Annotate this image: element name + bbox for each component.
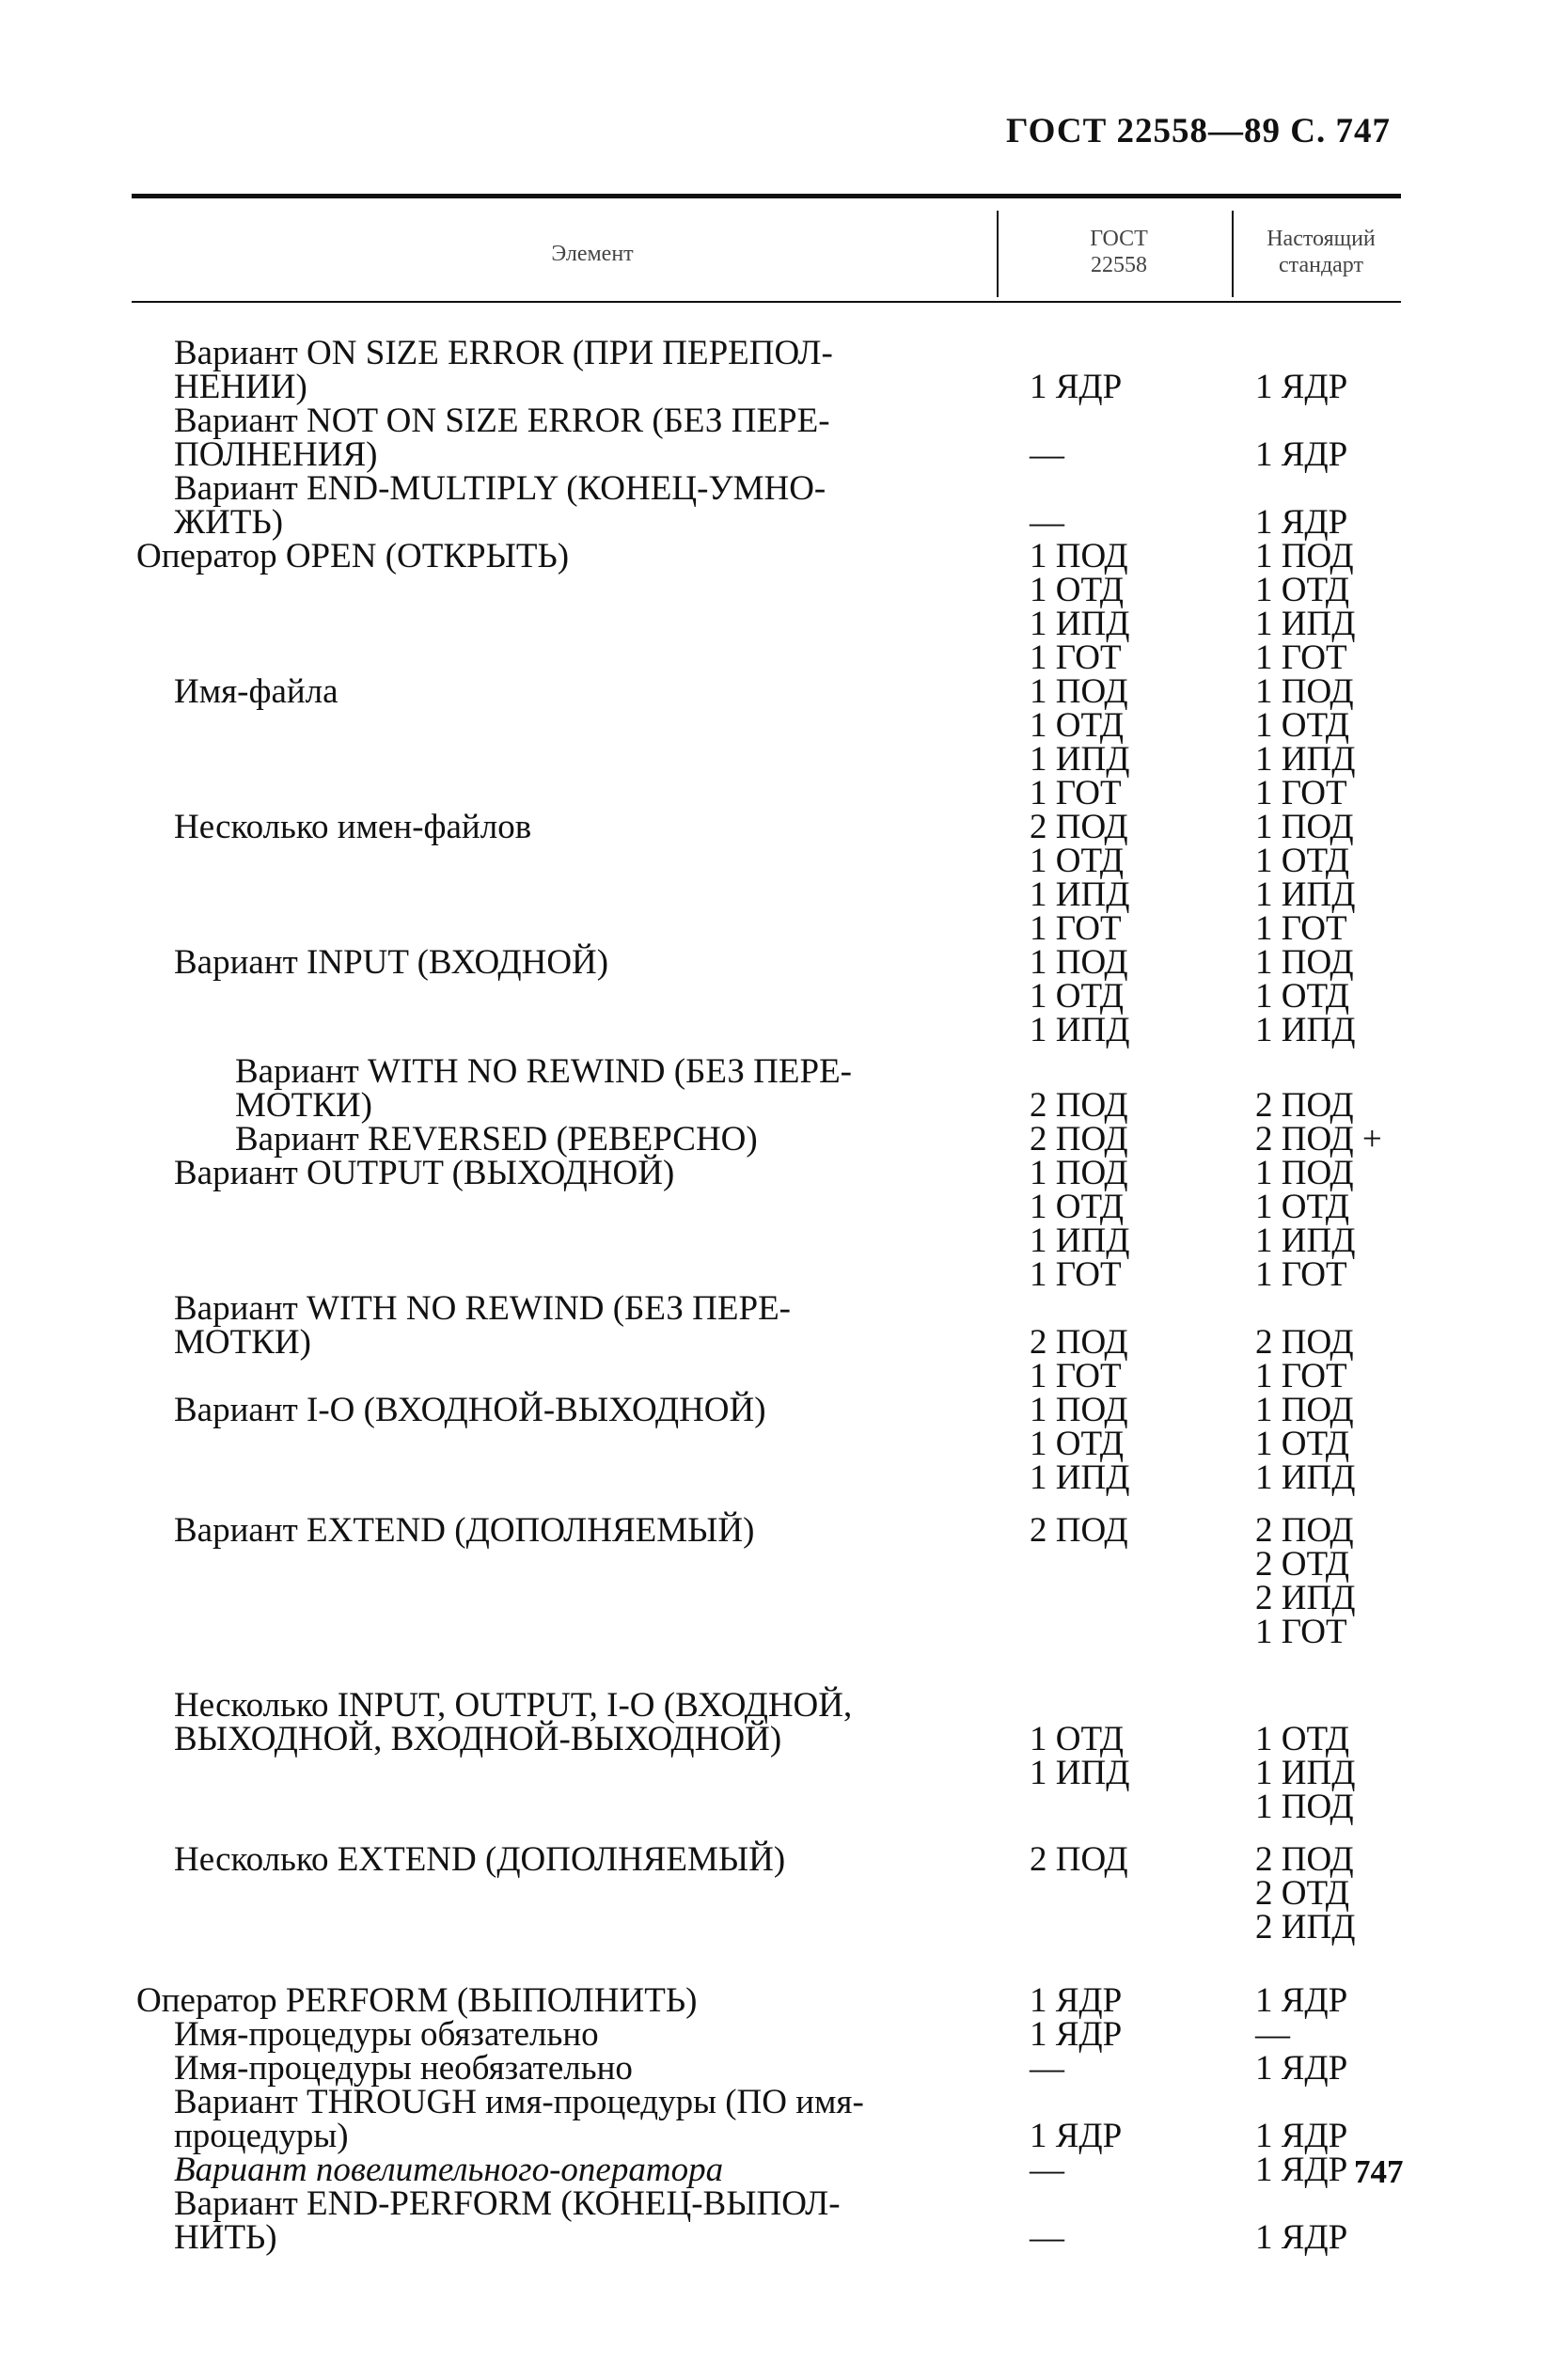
row-label: Вариант EXTEND (ДОПОЛНЯЕМЫЙ) <box>174 1511 755 1550</box>
row-gost-value: — <box>1030 2151 1064 2189</box>
column-header-standard: Настоящий стандарт <box>1267 227 1376 277</box>
column-header-element: Элемент <box>551 242 634 266</box>
page-header: ГОСТ 22558—89 С. 747 <box>1006 112 1391 150</box>
row-gost-value: 2 ПОД <box>1030 1086 1128 1125</box>
row-standard-value: 1 ПОД 1 ОТД 1 ИПД <box>1255 1391 1356 1497</box>
row-standard-value: 1 ПОД 1 ОТД 1 ИПД 1 ГОТ <box>1255 672 1356 812</box>
row-label: Вариант ON SIZE ERROR (ПРИ ПЕРЕПОЛ- НЕНИИ) <box>174 334 833 406</box>
row-standard-value: 1 ПОД 1 ОТД 1 ИПД 1 ГОТ <box>1255 808 1356 948</box>
page-number: 747 <box>1354 2153 1404 2190</box>
row-gost-value: 1 ЯДР <box>1030 1981 1123 2020</box>
row-gost-value: 1 ОТД 1 ИПД <box>1030 1720 1130 1792</box>
row-standard-value: 1 ПОД 1 ОТД 1 ИПД <box>1255 943 1356 1049</box>
row-label: Вариант OUTPUT (ВЫХОДНОЙ) <box>174 1154 675 1192</box>
row-gost-value: 1 ПОД 1 ОТД 1 ИПД 1 ГОТ <box>1030 1154 1130 1294</box>
row-standard-value: 2 ПОД + <box>1255 1120 1382 1158</box>
row-label: Вариант WITH NO REWIND (БЕЗ ПЕРЕ- МОТКИ) <box>235 1052 852 1125</box>
row-label: Несколько INPUT, OUTPUT, I-O (ВХОДНОЙ, ВЫХОДНОЙ, ВХОДНОЙ-ВЫХОДНОЙ) <box>174 1686 853 1758</box>
row-label: Вариант THROUGH имя-процедуры (ПО имя- процедуры) <box>174 2083 864 2155</box>
row-standard-value: 1 ЯДР <box>1255 2151 1348 2189</box>
row-gost-value: 1 ПОД 1 ОТД 1 ИПД <box>1030 943 1130 1049</box>
row-gost-value: 2 ПОД 1 ОТД 1 ИПД 1 ГОТ <box>1030 808 1130 948</box>
row-label: Имя-процедуры обязательно <box>174 2015 599 2054</box>
row-label: Вариант WITH NO REWIND (БЕЗ ПЕРЕ- МОТКИ) <box>174 1289 791 1362</box>
row-gost-value: — <box>1030 2218 1064 2257</box>
row-standard-value: 1 ЯДР <box>1255 2049 1348 2088</box>
row-standard-value: 1 ПОД 1 ОТД 1 ИПД 1 ГОТ <box>1255 1154 1356 1294</box>
row-label: Вариант I-O (ВХОДНОЙ-ВЫХОДНОЙ) <box>174 1391 766 1429</box>
row-label: Оператор OPEN (ОТКРЫТЬ) <box>136 537 570 575</box>
table-header-rule <box>132 301 1401 303</box>
row-label: Несколько EXTEND (ДОПОЛНЯЕМЫЙ) <box>174 1840 786 1879</box>
row-gost-value: — <box>1030 435 1064 474</box>
column-header-gost: ГОСТ 22558 <box>1090 227 1148 277</box>
row-label: Вариант NOT ON SIZE ERROR (БЕЗ ПЕРЕ- ПОЛНЕНИЯ) <box>174 402 830 474</box>
row-gost-value: — <box>1030 503 1064 542</box>
row-standard-value: 2 ПОД 2 ОТД 2 ИПД 1 ГОТ <box>1255 1511 1356 1651</box>
column-divider-2 <box>1232 211 1234 297</box>
row-gost-value: 2 ПОД <box>1030 1120 1128 1158</box>
table-top-rule <box>132 194 1401 198</box>
row-label: Вариант повелительного-оператора <box>174 2151 724 2189</box>
row-standard-value: 2 ПОД 1 ГОТ <box>1255 1323 1354 1395</box>
row-gost-value: 1 ПОД 1 ОТД 1 ИПД 1 ГОТ <box>1030 537 1130 677</box>
row-gost-value: 1 ПОД 1 ОТД 1 ИПД <box>1030 1391 1130 1497</box>
row-standard-value: 1 ЯДР <box>1255 2218 1348 2257</box>
row-standard-value: 1 ЯДР <box>1255 503 1348 542</box>
row-gost-value: — <box>1030 2049 1064 2088</box>
row-standard-value: 1 ПОД 1 ОТД 1 ИПД 1 ГОТ <box>1255 537 1356 677</box>
row-label: Вариант REVERSED (РЕВЕРСНО) <box>235 1120 758 1158</box>
row-standard-value: 1 ЯДР <box>1255 435 1348 474</box>
row-gost-value: 1 ЯДР <box>1030 368 1123 406</box>
row-standard-value: 1 ЯДР <box>1255 2117 1348 2155</box>
row-gost-value: 1 ЯДР <box>1030 2015 1123 2054</box>
row-label: Оператор PERFORM (ВЫПОЛНИТЬ) <box>136 1981 698 2020</box>
row-gost-value: 1 ПОД 1 ОТД 1 ИПД 1 ГОТ <box>1030 672 1130 812</box>
column-divider-1 <box>997 211 999 297</box>
row-standard-value: 2 ПОД <box>1255 1086 1354 1125</box>
row-standard-value: 1 ЯДР <box>1255 368 1348 406</box>
row-gost-value: 1 ЯДР <box>1030 2117 1123 2155</box>
row-gost-value: 2 ПОД <box>1030 1511 1128 1550</box>
row-gost-value: 2 ПОД 1 ГОТ <box>1030 1323 1128 1395</box>
row-label: Имя-процедуры необязательно <box>174 2049 633 2088</box>
row-standard-value: 1 ОТД 1 ИПД 1 ПОД <box>1255 1720 1356 1826</box>
row-standard-value: 2 ПОД 2 ОТД 2 ИПД <box>1255 1840 1356 1947</box>
row-label: Несколько имен-файлов <box>174 808 532 846</box>
row-gost-value: 2 ПОД <box>1030 1840 1128 1879</box>
row-label: Имя-файла <box>174 672 338 711</box>
row-label: Вариант END-PERFORM (КОНЕЦ-ВЫПОЛ- НИТЬ) <box>174 2184 841 2257</box>
row-label: Вариант END-MULTIPLY (КОНЕЦ-УМНО- ЖИТЬ) <box>174 469 826 542</box>
row-standard-value: 1 ЯДР <box>1255 1981 1348 2020</box>
row-standard-value: — <box>1255 2015 1290 2054</box>
row-label: Вариант INPUT (ВХОДНОЙ) <box>174 943 609 982</box>
